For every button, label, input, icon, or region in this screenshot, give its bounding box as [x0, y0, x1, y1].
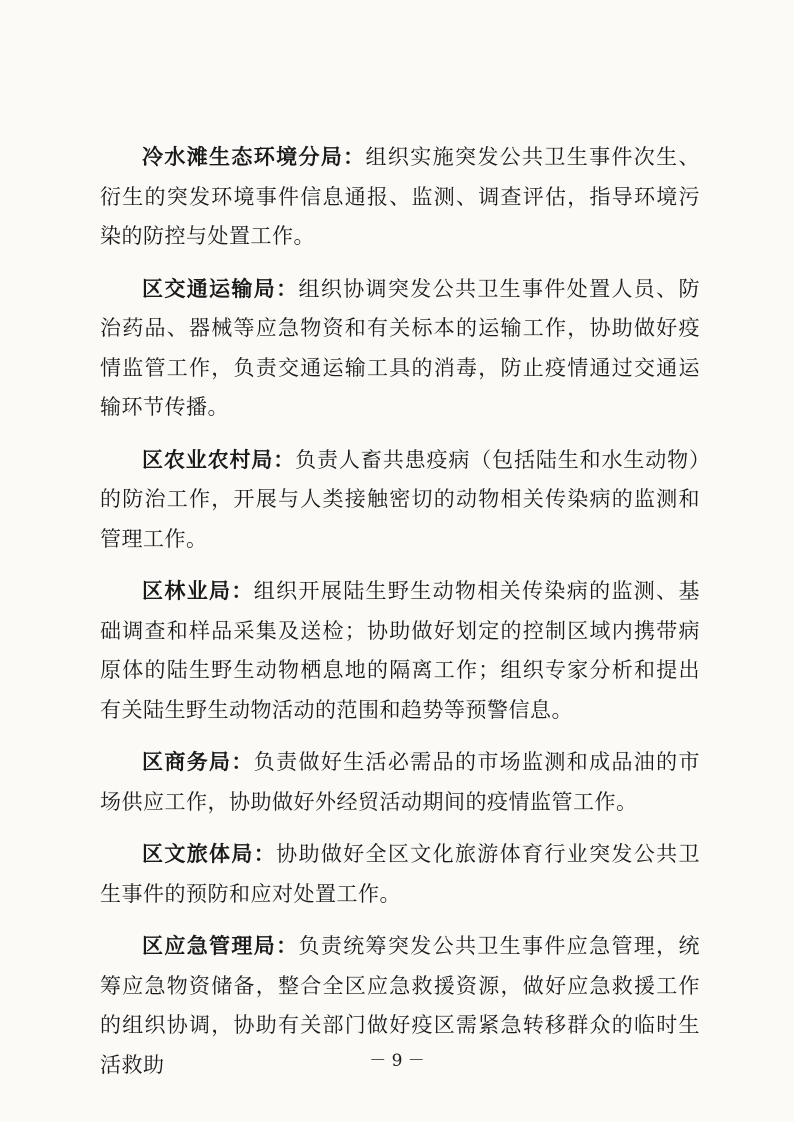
paragraph-text: 负责统筹突发公共卫生事件应急管理，统筹应急物资储备，整合全区应急救援资源，做好应急救援工作的组织协调，协助有关部门做好疫区需紧急转移群众的临时生活救助	[100, 934, 701, 1077]
document-body	[100, 137, 700, 1097]
dept-name: 区商务局：	[142, 749, 254, 774]
dept-name: 区林业局：	[142, 578, 254, 603]
paragraph-text: 组织协调突发公共卫生事件处置人员、防治药品、器械等应急物资和有关标本的运输工作，协助做好疫情监管工作，负责交通运输工具的消毒，防止疫情通过交通运输环节传播。	[100, 276, 701, 419]
dept-name: 区文旅体局：	[142, 841, 277, 866]
paragraph-text: 组织实施突发公共卫生事件次生、衍生的突发环境事件信息通报、监测、调查评估，指导环境污染的防控与处置工作。	[100, 145, 701, 248]
dept-name: 区应急管理局：	[142, 933, 299, 958]
paragraph-forestry	[100, 571, 700, 730]
paragraph-eco-env	[100, 137, 700, 257]
paragraph-text: 组织开展陆生野生动物相关传染病的监测、基础调查和样品采集及送检；协助做好划定的控制区域内携带病原体的陆生野生动物栖息地的隔离工作；组织专家分析和提出有关陆生野生动物活动的范围和趋势等预警信息。	[100, 579, 701, 722]
paragraph-text: 负责人畜共患疫病（包括陆生和水生动物）的防治工作，开展与人类接触密切的动物相关传染病的监测和管理工作。	[100, 447, 701, 551]
paragraph-transport	[100, 269, 700, 428]
page-number: － 9 －	[369, 1051, 425, 1071]
dept-name: 冷水滩生态环境分局：	[142, 144, 366, 169]
dept-name: 区交通运输局：	[142, 275, 299, 301]
paragraph-culture-tourism	[100, 834, 700, 914]
paragraph-text: 负责做好生活必需品的市场监测和成品油的市场供应工作，协助做好外经贸活动期间的疫情监管工作。	[100, 750, 701, 814]
paragraph-agriculture	[100, 440, 700, 560]
paragraph-text: 协助做好全区文化旅游体育行业突发公共卫生事件的预防和应对处置工作。	[100, 842, 700, 906]
paragraph-commerce	[100, 742, 700, 822]
dept-name: 区农业农村局：	[142, 446, 296, 472]
